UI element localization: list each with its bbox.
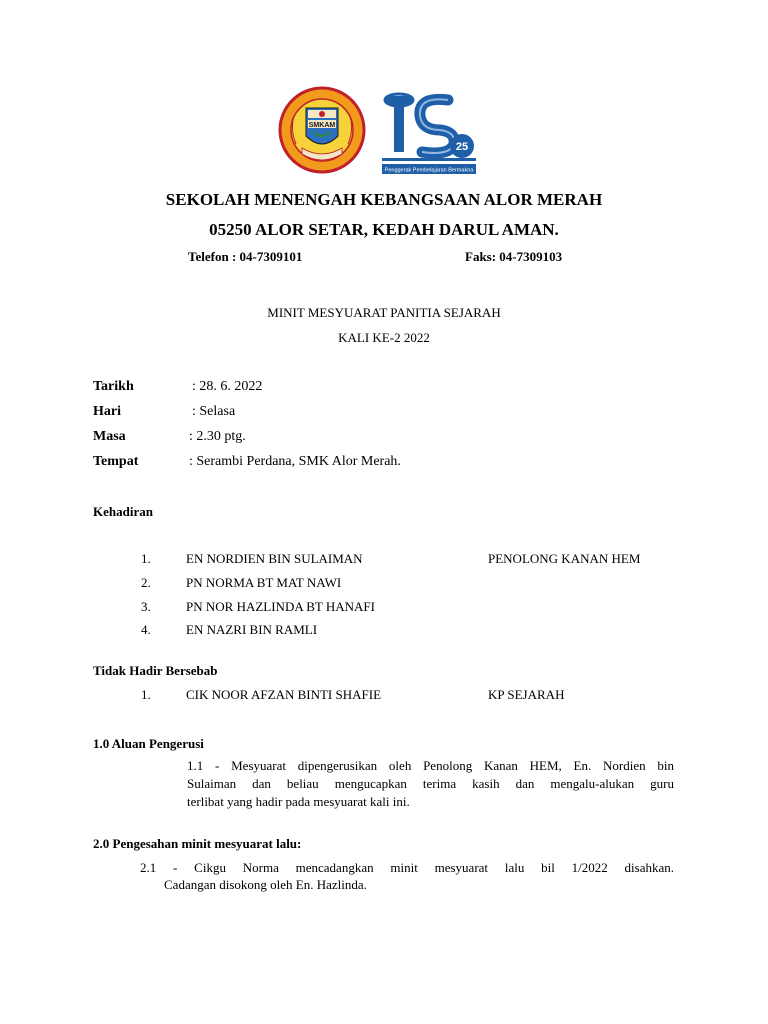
svg-text:Penggerak Pembelajaran Bermakn: Penggerak Pembelajaran Bermakna — [384, 167, 474, 174]
section-2-line: 2.1 - Cikgu Norma mencadangkan minit mesyuarat lalu bil 1/2022 disahkan. — [140, 860, 674, 875]
detail-value-day: : Selasa — [192, 404, 236, 419]
detail-value-venue: : Serambi Perdana, SMK Alor Merah. — [189, 454, 401, 469]
section-1-paragraph — [187, 757, 674, 811]
school-name: SEKOLAH MENENGAH KEBANGSAAN ALOR MERAH — [165, 190, 603, 209]
section-1-line: 1.1 - Mesyuarat dipengerusikan oleh Penolong Kanan HEM, En. Nordien bin — [187, 758, 674, 773]
svg-text:SMKAM: SMKAM — [308, 122, 336, 129]
section-1-line: Sulaiman dan beliau mengucapkan terima kasih dan mengalu-alukan guru — [187, 776, 674, 791]
attendee-name: EN NAZRI BIN RAMLI — [186, 622, 318, 637]
absentee-number: 1. — [141, 687, 151, 702]
attendance-heading: Kehadiran — [93, 504, 153, 519]
detail-label-day: Hari — [93, 404, 121, 419]
smkam-crest-logo — [280, 88, 364, 172]
attendee-name: EN NORDIEN BIN SULAIMAN — [186, 551, 363, 566]
attendee-number: 3. — [141, 599, 151, 614]
fax-number: Faks: 04-7309103 — [465, 249, 563, 264]
minutes-title: MINIT MESYUARAT PANITIA SEJARAH — [267, 305, 501, 320]
section-2-heading: 2.0 Pengesahan minit mesyuarat lalu: — [93, 836, 302, 851]
attendee-number: 4. — [141, 622, 151, 637]
section-1-line: terlibat yang hadir pada mesyuarat kali ini. — [187, 794, 410, 809]
phone-number: Telefon : 04-7309101 — [188, 249, 303, 264]
absent-heading: Tidak Hadir Bersebab — [93, 663, 218, 678]
school-logos — [278, 86, 478, 178]
minutes-subtitle: KALI KE-2 2022 — [338, 330, 430, 345]
detail-label-time: Masa — [93, 429, 126, 444]
school-address: 05250 ALOR SETAR, KEDAH DARUL AMAN. — [209, 220, 559, 239]
section-1-heading: 1.0 Aluan Pengerusi — [93, 736, 204, 751]
detail-label-venue: Tempat — [93, 454, 139, 469]
section-2-line: Cadangan disokong oleh En. Hazlinda. — [164, 877, 367, 892]
detail-value-time: : 2.30 ptg. — [189, 429, 246, 444]
absentee-role: KP SEJARAH — [488, 687, 565, 702]
attendee-number: 1. — [141, 551, 151, 566]
absentee-name: CIK NOOR AFZAN BINTI SHAFIE — [186, 687, 382, 702]
attendee-name: PN NORMA BT MAT NAWI — [186, 575, 342, 590]
svg-text:25: 25 — [455, 141, 469, 153]
ts25-logo — [382, 94, 476, 174]
attendee-name: PN NOR HAZLINDA BT HANAFI — [186, 599, 375, 614]
section-2-paragraph — [140, 859, 674, 877]
attendee-number: 2. — [141, 575, 151, 590]
detail-value-date: : 28. 6. 2022 — [192, 379, 263, 394]
detail-label-date: Tarikh — [93, 379, 134, 394]
attendee-role: PENOLONG KANAN HEM — [488, 551, 641, 566]
